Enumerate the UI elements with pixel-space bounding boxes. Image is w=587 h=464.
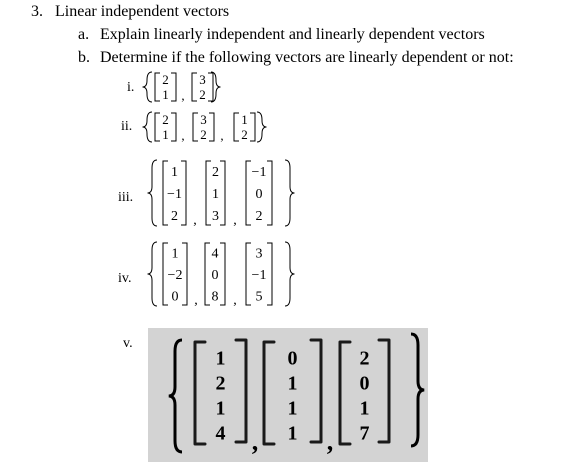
entry-ii-v3-r1: 1 (241, 112, 248, 128)
entry-v-v1-r3: 1 (215, 397, 226, 420)
bracket-left-ii-v2 (193, 113, 198, 141)
bracket-left-iv-v2 (205, 243, 210, 305)
comma-iii-1: , (193, 213, 197, 228)
comma-iv-1: , (194, 293, 198, 308)
entry-v-v1-r1: 1 (215, 347, 226, 370)
entry-v-v3-r3: 1 (359, 397, 370, 420)
entry-iii-v2-r3: 3 (212, 209, 219, 225)
entry-v-v3-r4: 7 (359, 422, 370, 445)
comma-v-2: , (326, 427, 334, 456)
question-title: Linear independent vectors (55, 3, 230, 20)
bracket-left-iii-v3 (246, 161, 251, 225)
entry-i-v1-r1: 2 (162, 72, 169, 88)
bracket-left-v-v1 (195, 342, 205, 444)
entry-iv-v2-r1: 4 (211, 246, 219, 262)
entry-iii-v1-r2: −1 (167, 187, 182, 203)
brace-right-ii (257, 112, 267, 142)
brace-left-v (169, 340, 182, 452)
item-label-i: i. (127, 80, 135, 95)
brace-right-iii (285, 160, 295, 226)
comma-iii-2: , (233, 213, 237, 228)
bracket-left-ii-v3 (234, 113, 239, 141)
bracket-right-ii-v3 (250, 113, 255, 141)
entry-i-v2-r1: 3 (199, 72, 206, 88)
bracket-right-ii-v1 (171, 113, 176, 141)
entry-ii-v2-r2: 2 (200, 127, 207, 143)
brace-left-iii (148, 160, 158, 226)
bracket-right-v-v1 (236, 340, 246, 442)
bracket-left-i-v1 (155, 73, 160, 101)
entry-ii-v3-r2: 2 (241, 127, 248, 143)
brace-left-i (143, 72, 153, 102)
entry-iv-v2-r3: 8 (211, 289, 219, 305)
entry-iii-v3-r3: 2 (255, 209, 263, 225)
bracket-right-iii-v3 (267, 161, 272, 225)
bracket-right-iv-v3 (267, 243, 272, 305)
part-a-text: Explain linearly independent and linearly dependent vectors (100, 26, 485, 43)
item-label-iv: iv. (118, 271, 132, 286)
bracket-left-v-v3 (340, 342, 350, 444)
comma-ii-2: , (220, 128, 224, 143)
bracket-right-v-v3 (379, 340, 389, 442)
item-label-v: v. (123, 336, 133, 351)
comma-v-1: , (251, 427, 259, 456)
entry-iv-v2-r2: 0 (211, 268, 219, 284)
entry-iv-v1-r1: 1 (171, 246, 179, 262)
entry-i-v1-r2: 1 (162, 87, 169, 103)
bracket-left-v-v2 (264, 342, 274, 444)
entry-ii-v2-r1: 3 (200, 112, 207, 128)
bracket-right-i-v2 (208, 73, 213, 101)
item-label-ii: ii. (121, 119, 133, 134)
entry-iv-v1-r3: 0 (171, 289, 179, 305)
entry-v-v3-r2: 0 (359, 372, 370, 395)
entry-iii-v3-r1: −1 (251, 165, 267, 181)
bracket-right-ii-v2 (209, 113, 214, 141)
bracket-right-iv-v2 (220, 243, 225, 305)
entry-v-v1-r4: 4 (215, 422, 226, 445)
entry-iii-v2-r2: 1 (212, 187, 219, 203)
comma-ii-1: , (181, 128, 185, 143)
entry-iv-v3-r3: 5 (255, 289, 263, 305)
part-b-label: b. (78, 49, 90, 66)
part-a-label: a. (78, 26, 90, 43)
bracket-left-iii-v2 (206, 161, 211, 225)
entry-i-v2-r2: 2 (199, 87, 206, 103)
bracket-right-iv-v1 (182, 243, 187, 305)
entry-iii-v2-r1: 2 (212, 165, 219, 181)
entry-ii-v1-r1: 2 (162, 112, 169, 128)
entry-v-v1-r2: 2 (215, 372, 226, 395)
brace-right-i (211, 72, 221, 102)
bracket-right-iii-v2 (220, 161, 225, 225)
bracket-right-v-v2 (311, 340, 321, 442)
brace-right-iv (285, 242, 295, 306)
bracket-right-i-v1 (171, 73, 176, 101)
question-number: 3. (31, 3, 43, 20)
item-label-iii: iii. (118, 190, 134, 205)
bracket-left-ii-v1 (155, 113, 160, 141)
entry-v-v2-r1: 0 (287, 347, 298, 370)
entry-v-v2-r2: 1 (287, 372, 298, 395)
entry-ii-v1-r2: 1 (162, 127, 169, 143)
bracket-left-i-v2 (192, 73, 197, 101)
entry-iv-v3-r1: 3 (255, 246, 263, 262)
entry-v-v2-r3: 1 (287, 397, 298, 420)
entry-iv-v3-r2: −1 (251, 268, 267, 284)
entry-iii-v3-r2: 0 (255, 187, 263, 203)
entry-v-v3-r1: 2 (359, 347, 370, 370)
entry-v-v2-r4: 1 (287, 422, 298, 445)
comma-iv-2: , (233, 293, 237, 308)
part-b-text: Determine if the following vectors are linearly dependent or not: (100, 49, 514, 66)
brace-left-ii (143, 112, 153, 142)
comma-i-1: , (181, 88, 185, 103)
bracket-left-iv-v3 (246, 243, 251, 305)
entry-iv-v1-r2: −2 (167, 268, 183, 284)
entry-iii-v1-r1: 1 (171, 165, 178, 181)
brace-right-v (411, 334, 424, 446)
brace-left-iv (148, 242, 158, 306)
entry-iii-v1-r3: 2 (171, 209, 178, 225)
